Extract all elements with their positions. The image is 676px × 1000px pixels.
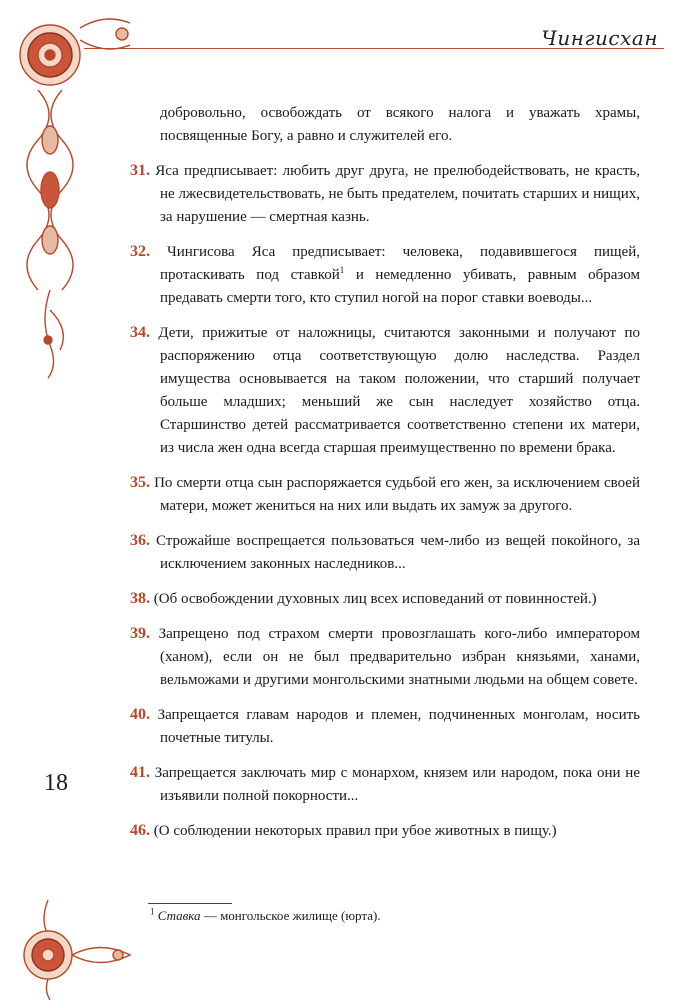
intro-paragraph: добровольно, освобождать от всякого налога и уважать храмы, посвященные Богу, а равно и служителей его.	[160, 105, 640, 144]
article-35	[130, 471, 640, 518]
article-text: Дети, прижитые от наложницы, считаются законными и получают по распоряжению отца соответствующую долю наследства. Раздел имущества основывается на таком положении, что старший получает больше младших; меньший же сын наследует хозяйство отца. Старшинство детей рассматривается соответственно степени их матери, из числа жен одна всегда старшая преимущественно по времени брака.	[158, 325, 641, 456]
article-39	[130, 622, 640, 692]
article-text: Строжайше воспрещается пользоваться чем-либо из вещей покойного, за исключением законных наследников...	[155, 533, 641, 572]
footnote-definition: — монгольское жилище (юрта).	[200, 908, 381, 923]
article-text: (О соблюдении некоторых правил при убое животных в пищу.)	[153, 823, 557, 839]
article-40	[130, 703, 640, 750]
header-rule	[84, 48, 664, 49]
footnote-rule	[148, 903, 232, 904]
footnote-number: 1	[150, 906, 155, 917]
article-number: 35.	[130, 474, 150, 491]
article-number: 36.	[130, 532, 150, 549]
article-text-continued: и немедленно убивать, равным образом предавать смерти того, кто ступил ногой на порог ставки воеводы...	[160, 267, 640, 306]
article-41	[130, 761, 640, 808]
footnote-marker: 1	[339, 265, 345, 275]
footnote-term: Ставка	[157, 908, 201, 923]
article-31	[130, 159, 640, 229]
article-text: Яса предписывает: любить друг друга, не прелюбодействовать, не красть, не лжесвидетельствовать, не быть предателем, почитать старших и нищих, за нарушение — смертная казнь.	[155, 163, 641, 225]
corner-ornament-top	[0, 0, 130, 380]
article-number: 39.	[130, 625, 150, 642]
article-text: (Об освобождении духовных лиц всех исповеданий от повинностей.)	[153, 591, 597, 607]
article-46	[130, 819, 640, 843]
article-number: 41.	[130, 764, 150, 781]
article-number: 31.	[130, 162, 150, 179]
footnote	[150, 908, 381, 924]
running-header-title: Чингисхан	[541, 26, 658, 50]
page-number: 18	[44, 770, 68, 796]
article-number: 40.	[130, 706, 150, 723]
main-text	[130, 102, 640, 854]
article-number: 38.	[130, 590, 150, 607]
article-text: Запрещается заключать мир с монархом, князем или народом, пока они не изъявили полной покорности...	[154, 765, 640, 804]
article-38	[130, 587, 640, 611]
article-number: 46.	[130, 822, 150, 839]
article-32	[130, 240, 640, 310]
article-text: Запрещено под страхом смерти провозглашать кого-либо императором (ханом), если он не был предварительно избран князьями, ханами, вельможами и другими монгольскими знатными людьми на общем совете.	[158, 626, 641, 688]
article-36	[130, 529, 640, 576]
article-number: 32.	[130, 243, 150, 260]
article-number: 34.	[130, 324, 150, 341]
article-34	[130, 321, 640, 460]
article-text: По смерти отца сын распоряжается судьбой его жен, за исключением своей матери, может жениться на них или выдать их замуж за другого.	[154, 475, 640, 514]
article-text: Запрещается главам народов и племен, подчиненных монголам, носить почетные титулы.	[157, 707, 640, 746]
corner-ornament-bottom	[0, 900, 150, 1000]
article-text: Чингисова Яса предписывает: человека, подавившегося пищей, протаскивать под ставкой	[160, 244, 640, 283]
